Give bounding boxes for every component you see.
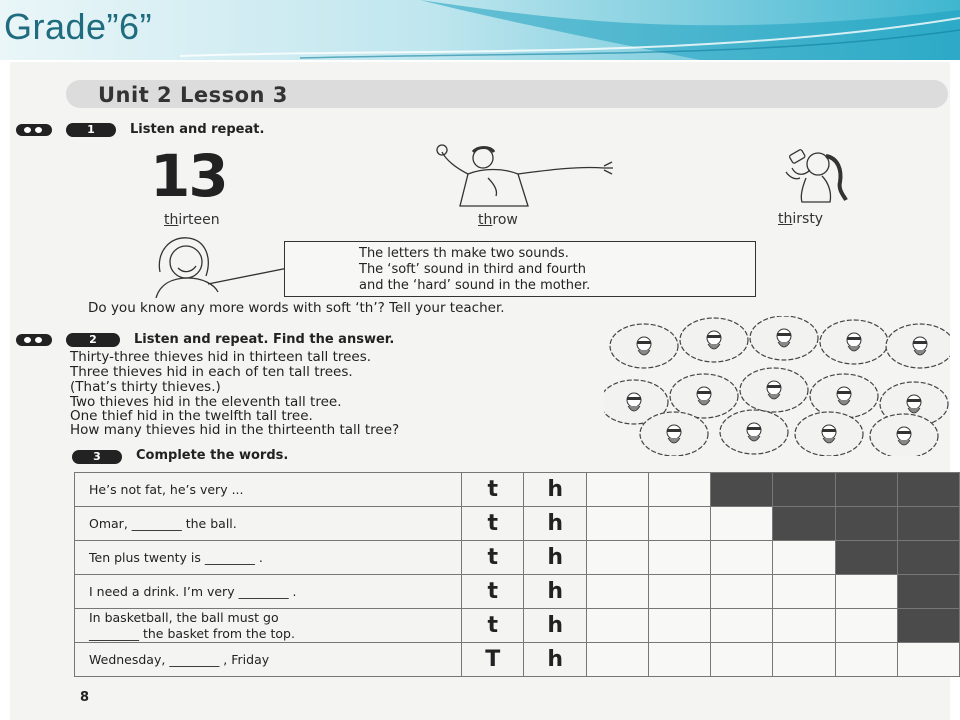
clue-text: Ten plus twenty is ________ . [89, 549, 263, 565]
big-number: 13 [150, 142, 227, 210]
complete-words-table [74, 472, 960, 677]
letter-box[interactable] [649, 507, 711, 541]
clue-cell [75, 507, 462, 541]
info-line: The ‘soft’ sound in third and fourth [359, 262, 586, 277]
trees-with-thieves-illustration [604, 316, 950, 456]
letter-box[interactable] [773, 609, 835, 643]
tree-with-thief [886, 324, 950, 368]
clue-cell [75, 575, 462, 609]
letter-box[interactable] [649, 643, 711, 677]
unit-title: Unit 2 Lesson 3 [98, 83, 288, 107]
shaded-cell [835, 507, 897, 541]
given-letter: h [524, 575, 586, 609]
page-number: 8 [80, 690, 90, 705]
letter-box[interactable] [773, 643, 835, 677]
tree-with-thief [810, 374, 878, 418]
table-row [75, 609, 960, 643]
girl-drinking-illustration [766, 148, 856, 204]
clue-text: I need a drink. I’m very ________ . [89, 583, 297, 599]
clue-text: In basketball, the ball must go [89, 609, 279, 625]
info-line: The letters th make two sounds. [359, 246, 569, 261]
given-letter: h [524, 473, 586, 507]
poem-line: One thief hid in the twelfth tall tree. [70, 408, 313, 424]
clue-text: He’s not fat, he’s very ... [89, 481, 244, 497]
tree-with-thief [870, 414, 938, 456]
shaded-cell [773, 507, 835, 541]
letter-box[interactable] [711, 507, 773, 541]
given-letter: t [462, 541, 524, 575]
audio-icon [16, 124, 52, 136]
section-heading: Listen and repeat. [130, 122, 265, 137]
clue-cell [75, 643, 462, 677]
section-number-badge: 2 [66, 333, 120, 347]
letter-box[interactable] [586, 507, 648, 541]
shaded-cell [711, 473, 773, 507]
tree-with-thief [720, 410, 788, 454]
slide-title: Grade”6” [4, 6, 153, 47]
info-box [284, 241, 756, 297]
table-row [75, 507, 960, 541]
tree-with-thief [610, 324, 678, 368]
shaded-cell [897, 541, 959, 575]
shaded-cell [897, 575, 959, 609]
section-heading: Listen and repeat. Find the answer. [134, 332, 395, 347]
word-throw: throw [478, 212, 518, 228]
clue-text: ________ the basket from the top. [89, 625, 295, 641]
section-number-badge: 1 [66, 123, 116, 137]
letter-box[interactable] [897, 643, 959, 677]
given-letter: h [524, 643, 586, 677]
shaded-cell [897, 473, 959, 507]
letter-box[interactable] [773, 575, 835, 609]
letter-box[interactable] [773, 541, 835, 575]
letter-box[interactable] [586, 609, 648, 643]
letter-box[interactable] [711, 541, 773, 575]
table-row [75, 541, 960, 575]
letter-box[interactable] [586, 643, 648, 677]
clue-cell [75, 473, 462, 507]
letter-box[interactable] [586, 473, 648, 507]
shaded-cell [773, 473, 835, 507]
letter-box[interactable] [711, 575, 773, 609]
letter-box[interactable] [649, 609, 711, 643]
shaded-cell [835, 541, 897, 575]
given-letter: h [524, 507, 586, 541]
tree-with-thief [680, 318, 748, 362]
audio-icon [16, 334, 52, 346]
letter-box[interactable] [835, 643, 897, 677]
given-letter: t [462, 473, 524, 507]
letter-box[interactable] [711, 609, 773, 643]
shaded-cell [897, 507, 959, 541]
info-line: and the ‘hard’ sound in the mother. [359, 278, 591, 293]
clue-cell [75, 541, 462, 575]
section-heading: Complete the words. [136, 448, 289, 463]
section-number-badge: 3 [72, 450, 122, 464]
letter-box[interactable] [835, 575, 897, 609]
tree-with-thief [750, 316, 818, 360]
shaded-cell [835, 473, 897, 507]
given-letter: t [462, 609, 524, 643]
given-letter: h [524, 609, 586, 643]
tree-with-thief [820, 320, 888, 364]
letter-box[interactable] [649, 473, 711, 507]
word-thirsty: thirsty [778, 211, 824, 227]
letter-box[interactable] [586, 575, 648, 609]
given-letter: h [524, 541, 586, 575]
clue-text: Wednesday, ________ , Friday [89, 651, 270, 667]
given-letter: t [462, 507, 524, 541]
letter-box[interactable] [711, 643, 773, 677]
tree-with-thief [795, 412, 863, 456]
clue-cell [75, 609, 462, 643]
poem-line: Three thieves hid in each of ten tall trees. [70, 364, 353, 380]
poem-line: Two thieves hid in the eleventh tall tree. [70, 394, 342, 410]
poem-line: How many thieves hid in the thirteenth tall tree? [70, 422, 400, 438]
poem-line: (That’s thirty thieves.) [70, 379, 221, 395]
tree-with-thief [740, 368, 808, 412]
question-text: Do you know any more words with soft ‘th’? Tell your teacher. [88, 300, 505, 316]
table-row [75, 575, 960, 609]
letter-box[interactable] [835, 609, 897, 643]
letter-box[interactable] [649, 541, 711, 575]
clue-text: Omar, ________ the ball. [89, 515, 237, 531]
table-row [75, 643, 960, 677]
tree-with-thief [670, 374, 738, 418]
boy-throwing-illustration [428, 144, 618, 210]
given-letter: T [462, 643, 524, 677]
word-thirteen: thirteen [164, 212, 220, 228]
letter-box[interactable] [649, 575, 711, 609]
shaded-cell [897, 609, 959, 643]
tree-with-thief [640, 412, 708, 456]
letter-box[interactable] [586, 541, 648, 575]
table-row [75, 473, 960, 507]
given-letter: t [462, 575, 524, 609]
poem-line: Thirty-three thieves hid in thirteen tall trees. [70, 349, 372, 365]
